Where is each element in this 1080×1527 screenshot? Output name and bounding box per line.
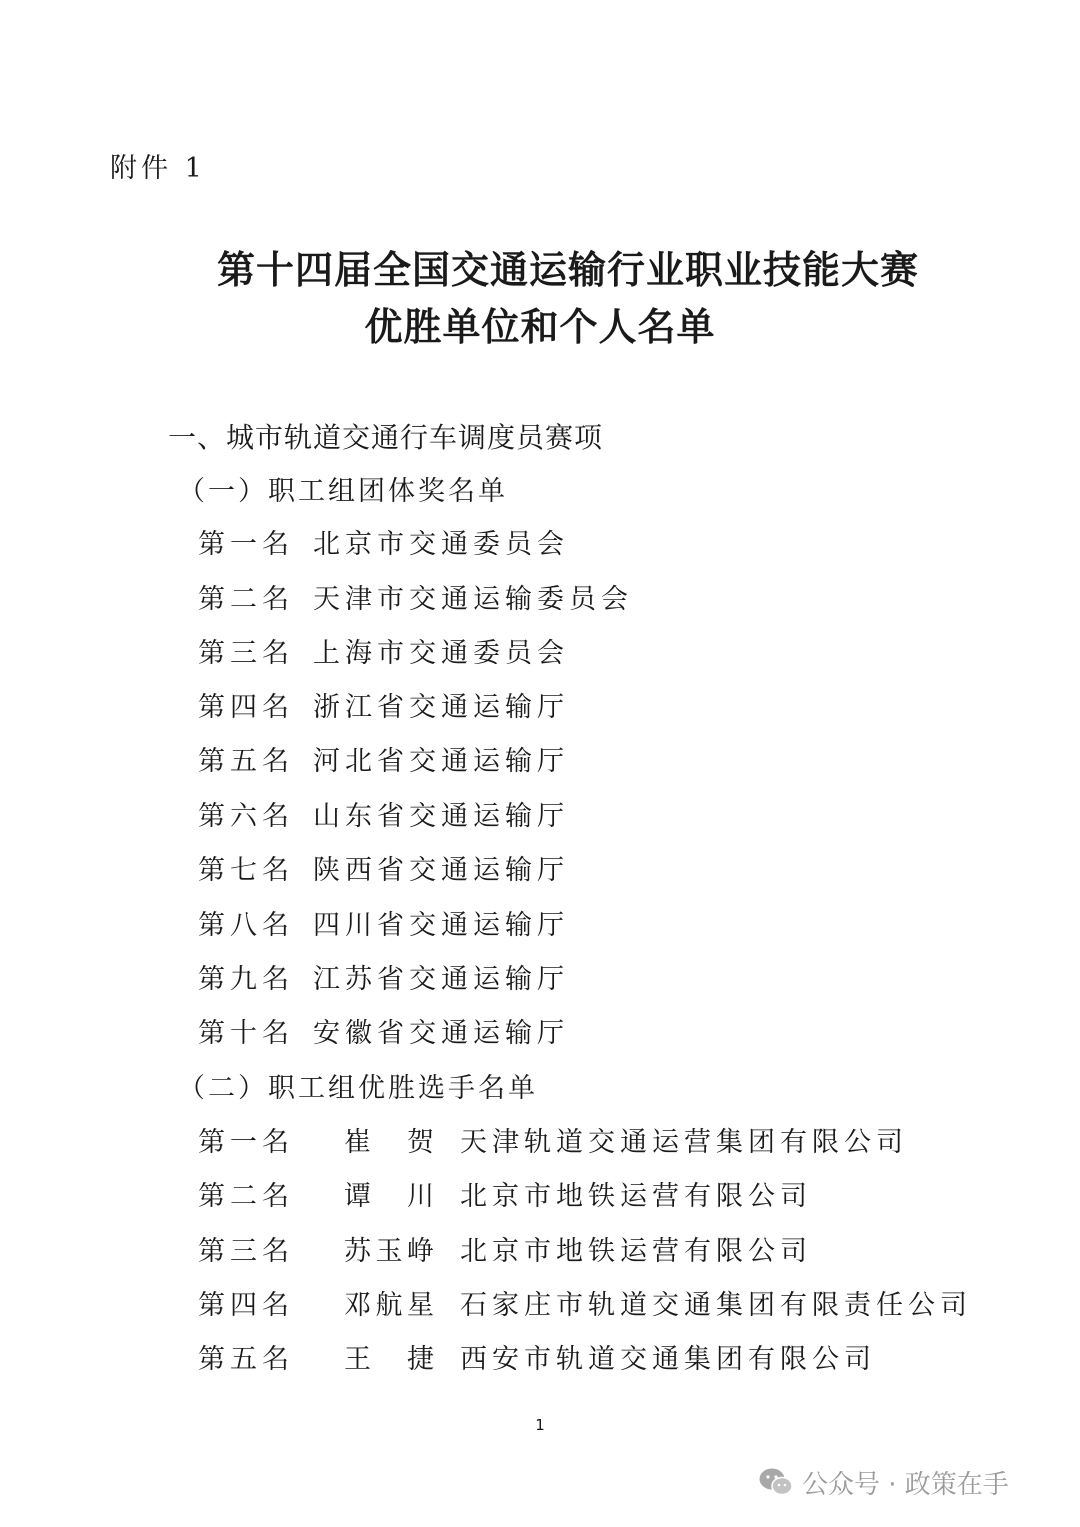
section-heading: 一、城市轨道交通行车调度员赛项	[168, 421, 604, 454]
organization-name: 北京市交通委员会	[313, 529, 569, 560]
page-number: 1	[535, 1416, 545, 1434]
contestant-name: 谭川	[344, 1181, 434, 1212]
organization-name: 四川省交通运输厅	[313, 910, 569, 941]
rank-label: 第二名	[198, 584, 294, 615]
organization-name: 山东省交通运输厅	[313, 801, 569, 832]
document-title-line-2: 优胜单位和个人名单	[364, 304, 716, 349]
rank-label: 第四名	[198, 1290, 294, 1321]
contestant-name: 苏玉峥	[344, 1236, 434, 1267]
rank-label: 第八名	[198, 910, 294, 941]
organization-name: 石家庄市轨道交通集团有限责任公司	[460, 1290, 972, 1321]
organization-name: 江苏省交通运输厅	[313, 964, 569, 995]
rank-label: 第二名	[198, 1181, 294, 1212]
rank-label: 第五名	[198, 1344, 294, 1375]
wechat-icon	[758, 1466, 794, 1498]
organization-name: 上海市交通委员会	[313, 638, 569, 669]
organization-name: 北京市地铁运营有限公司	[460, 1236, 812, 1267]
organization-name: 河北省交通运输厅	[313, 746, 569, 777]
rank-label: 第九名	[198, 964, 294, 995]
individual-award-heading: （二）职工组优胜选手名单	[178, 1073, 538, 1104]
watermark-text: 公众号 · 政策在手	[802, 1469, 1009, 1500]
organization-name: 天津市交通运输委员会	[313, 584, 633, 615]
rank-label: 第四名	[198, 692, 294, 723]
rank-label: 第七名	[198, 855, 294, 886]
contestant-name: 崔贺	[344, 1127, 434, 1158]
attachment-label: 附件 1	[110, 153, 206, 184]
organization-name: 浙江省交通运输厅	[313, 692, 569, 723]
organization-name: 天津轨道交通运营集团有限公司	[460, 1127, 908, 1158]
rank-label: 第一名	[198, 529, 294, 560]
rank-label: 第五名	[198, 746, 294, 777]
contestant-name: 王捷	[344, 1344, 434, 1375]
organization-name: 安徽省交通运输厅	[313, 1018, 569, 1049]
rank-label: 第六名	[198, 801, 294, 832]
contestant-name: 邓航星	[344, 1290, 434, 1321]
rank-label: 第三名	[198, 1236, 294, 1267]
organization-name: 陕西省交通运输厅	[313, 855, 569, 886]
rank-label: 第三名	[198, 638, 294, 669]
document-title-line-1: 第十四届全国交通运输行业职业技能大赛	[216, 247, 919, 292]
rank-label: 第十名	[198, 1018, 294, 1049]
rank-label: 第一名	[198, 1127, 294, 1158]
team-award-heading: （一）职工组团体奖名单	[178, 476, 508, 507]
wechat-watermark	[758, 1460, 1009, 1504]
organization-name: 西安市轨道交通集团有限公司	[460, 1344, 876, 1375]
organization-name: 北京市地铁运营有限公司	[460, 1181, 812, 1212]
